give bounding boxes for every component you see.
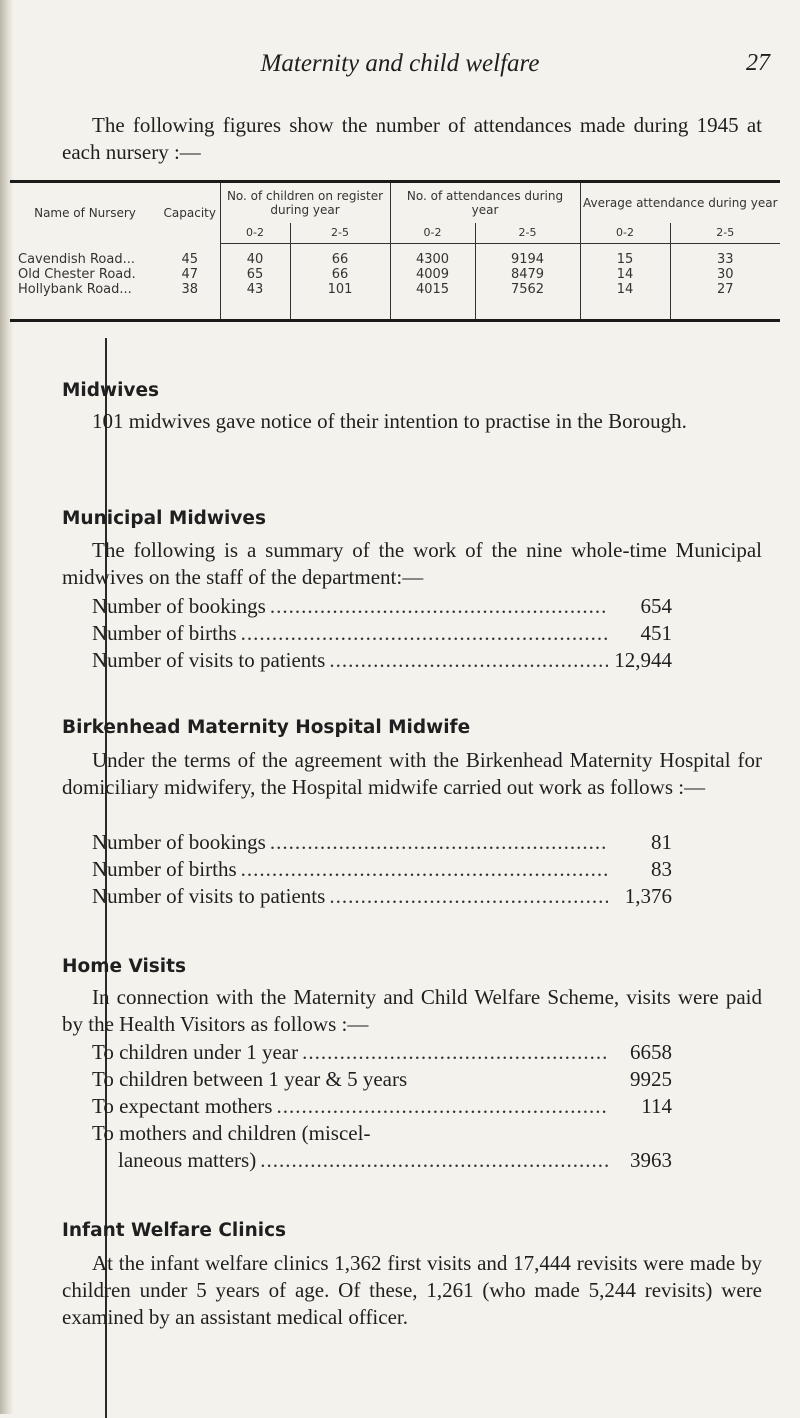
list-item [92, 1067, 672, 1094]
col-header-average: Average attendance during year [580, 182, 780, 224]
running-title: Maternity and child welfare [260, 50, 540, 77]
cell-reg-2-5: 66 [290, 244, 390, 268]
leader-dots [302, 1040, 608, 1065]
table-row [10, 282, 780, 321]
birkenhead-list [92, 830, 672, 911]
item-value: 9925 [630, 1067, 672, 1091]
item-label: To mothers and children (miscel- [92, 1121, 371, 1145]
municipal-midwives-heading: Municipal Midwives [62, 508, 266, 529]
age-label: 0-2 [580, 223, 670, 244]
home-visits-paragraph: In connection with the Maternity and Child Welfare Scheme, visits were paid by the Health Visitors as follows :— [62, 985, 762, 1036]
cell-name: Old Chester Road. [18, 267, 136, 282]
item-value: 12,944 [614, 648, 672, 672]
cell-capacity: 47 [181, 267, 199, 282]
cell-capacity: 38 [181, 282, 199, 297]
cell-avg-2-5: 30 [670, 267, 780, 282]
item-label: To children between 1 year & 5 years [92, 1067, 408, 1091]
age-label: 0-2 [390, 223, 475, 244]
cell-reg-0-2: 43 [220, 282, 290, 321]
item-label: Number of bookings [92, 594, 266, 618]
item-value: 114 [641, 1094, 672, 1118]
home-visits-heading: Home Visits [62, 956, 186, 977]
table-row [10, 244, 780, 268]
midwives-paragraph: 101 midwives gave notice of their intention to practise in the Borough. [92, 409, 687, 433]
item-label: Number of visits to patients [92, 648, 326, 672]
item-value: 6658 [630, 1040, 672, 1064]
age-label: 2-5 [670, 223, 780, 244]
item-value: 654 [640, 594, 672, 618]
leader-dots [241, 857, 608, 882]
col-header-capacity: Capacity [163, 206, 216, 221]
col-header-on-register: No. of children on register during year [220, 182, 390, 224]
leader-dots [276, 1094, 608, 1119]
page-number: 27 [746, 50, 770, 76]
cell-att-2-5: 8479 [475, 267, 580, 282]
item-value: 451 [640, 621, 672, 645]
age-label: 0-2 [220, 223, 290, 244]
municipal-midwives-paragraph: The following is a summary of the work of the nine whole-time Municipal midwives on the staff of the department:— [62, 538, 762, 589]
cell-capacity: 45 [181, 251, 199, 267]
cell-avg-0-2: 14 [580, 282, 670, 321]
list-item [92, 648, 672, 675]
table-row [10, 267, 780, 282]
cell-avg-0-2: 15 [580, 244, 670, 268]
list-item [92, 1121, 672, 1148]
midwives-heading: Midwives [62, 380, 160, 401]
leader-dots [329, 648, 608, 673]
age-label: 2-5 [290, 223, 390, 244]
cell-avg-2-5: 33 [670, 244, 780, 268]
item-label: laneous matters) [118, 1148, 257, 1172]
leader-dots [270, 594, 608, 619]
list-item [92, 621, 672, 648]
item-label: To expectant mothers [92, 1094, 273, 1118]
cell-reg-0-2: 65 [220, 267, 290, 282]
cell-name: Hollybank Road... [18, 282, 132, 297]
list-item [92, 830, 672, 857]
col-header-name: Name of Nursery [34, 206, 136, 221]
leader-dots [260, 1148, 608, 1173]
col-header-attendances: No. of attendances during year [390, 182, 580, 224]
item-value: 1,376 [624, 884, 672, 908]
list-item [92, 1040, 672, 1067]
leader-dots [329, 884, 608, 909]
cell-reg-0-2: 40 [220, 244, 290, 268]
item-value: 83 [651, 857, 672, 881]
cell-reg-2-5: 101 [290, 282, 390, 321]
cell-name: Cavendish Road... [18, 251, 135, 267]
page-header [0, 50, 800, 90]
list-item [92, 857, 672, 884]
list-item [92, 594, 672, 621]
cell-att-0-2: 4015 [390, 282, 475, 321]
cell-avg-0-2: 14 [580, 267, 670, 282]
nursery-table-wrap [10, 180, 790, 340]
item-label: Number of bookings [92, 830, 266, 854]
birkenhead-heading: Birkenhead Maternity Hospital Midwife [62, 717, 471, 738]
infant-welfare-paragraph: At the infant welfare clinics 1,362 first visits and 17,444 revisits were made by children under 5 years of age. Of these, 1,261 (who made 5,244 revisits) were examined by an assistant medical officer. [62, 1251, 762, 1329]
item-label: Number of births [92, 621, 237, 645]
home-visits-list [92, 1040, 672, 1175]
list-item [92, 884, 672, 911]
list-item [92, 1094, 672, 1121]
cell-att-0-2: 4009 [390, 267, 475, 282]
item-value: 81 [651, 830, 672, 854]
cell-avg-2-5: 27 [670, 282, 780, 321]
leader-dots [241, 621, 608, 646]
cell-att-0-2: 4300 [390, 244, 475, 268]
municipal-midwives-list [92, 594, 672, 675]
birkenhead-paragraph: Under the terms of the agreement with the Birkenhead Maternity Hospital for domiciliary midwifery, the Hospital midwife carried out work as follows :— [62, 748, 762, 799]
item-label: To children under 1 year [92, 1040, 299, 1064]
list-item [92, 1148, 672, 1175]
age-label: 2-5 [475, 223, 580, 244]
item-value: 3963 [630, 1148, 672, 1172]
cell-att-2-5: 9194 [475, 244, 580, 268]
cell-reg-2-5: 66 [290, 267, 390, 282]
leader-dots [270, 830, 608, 855]
cell-att-2-5: 7562 [475, 282, 580, 321]
nursery-table [10, 180, 780, 322]
item-label: Number of visits to patients [92, 884, 326, 908]
item-label: Number of births [92, 857, 237, 881]
intro-paragraph: The following figures show the number of attendances made during 1945 at each nursery :— [62, 113, 762, 164]
infant-welfare-heading: Infant Welfare Clinics [62, 1220, 287, 1241]
